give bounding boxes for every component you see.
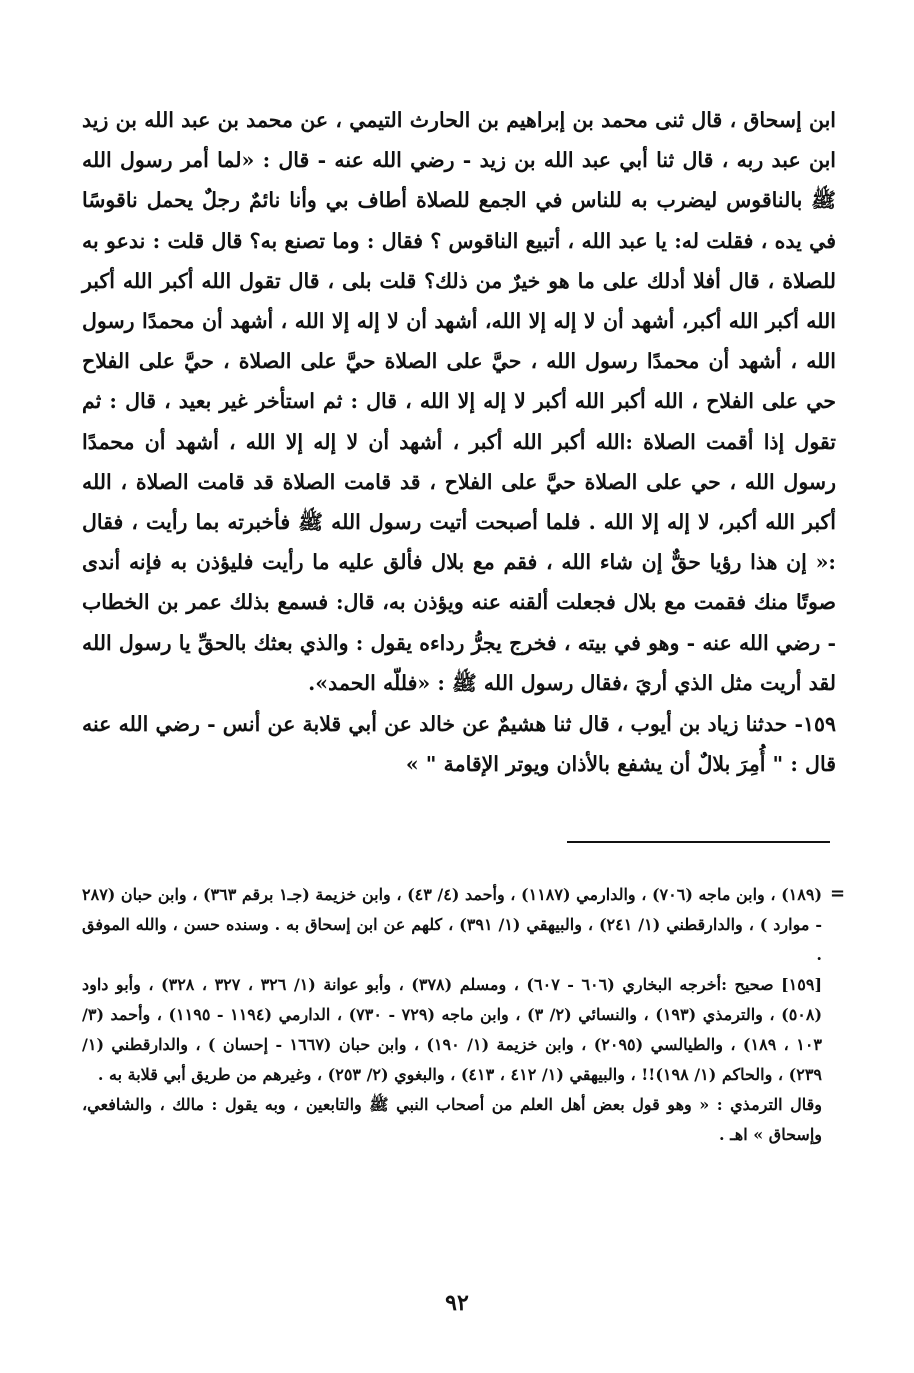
footnote-separator — [567, 841, 830, 843]
footnote-continuation-mark: = — [830, 883, 846, 904]
footnote-tirmidhi: وقال الترمذي : « وهو قول بعض أهل العلم من أصحاب النبي ﷺ والتابعين ، وبه يقول : مالك ، والشافعي، وإسحاق » اهـ . — [82, 1095, 822, 1144]
footnote-159: [١٥٩] صحيح :أخرجه البخاري (٦٠٦ - ٦٠٧) ، ومسلم (٣٧٨) ، وأبو عوانة (١/ ٣٢٦ ، ٣٢٧ ، ٣٢٨) ، وأبو داود (٥٠٨) ، والترمذي (١٩٣) ، والنسائي (٢/ ٣) ، وابن ماجه (٧٢٩ - ٧٣٠) ، الدارمي (١١٩٤ - ١١٩٥) ، وأحمد (٣/ ١٠٣ ، ١٨٩) ، والطيالسي (٢٠٩٥) ، وابن خزيمة (١/ ١٩٠) ، وابن حبان (١٦٦٧ - إحسان ) ، والدارقطني (١/ ٢٣٩) ، والحاكم (١/ ١٩٨)!! ، والبيهقي (١/ ٤١٢ ، ٤١٣) ، والبغوي (٢/ ٢٥٣) ، وغيرهم من طريق أبي قلابة به . — [82, 975, 823, 1084]
footnote-158: (١٨٩) ، وابن ماجه (٧٠٦) ، والدارمي (١١٨٧) ، وأحمد (٤/ ٤٣) ، وابن خزيمة (جـ١ برقم ٣٦٣) ، وابن حبان (٢٨٧ - موارد ) ، والدارقطني (١/ ٢٤١) ، والبيهقي (١/ ٣٩١) ، كلهم عن ابن إسحاق به . وسنده حسن ، والله الموفق . — [82, 885, 823, 964]
hadith-158-text: ابن إسحاق ، قال ثنى محمد بن إبراهيم بن الحارث التيمي ، عن محمد بن عبد الله بن زيد ابن عبد ربه ، قال ثنا أبي عبد الله بن زيد - رضي الله عنه - قال : «لما أمر رسول الله ﷺ بالناقوس ليضرب به للناس في الجمع للصلاة أطاف بي وأنا نائمٌ رجلٌ يحمل ناقوسًا في يده ، فقلت له: يا عبد الله ، أتبيع الناقوس ؟ فقال : وما تصنع به؟ قال قلت : ندعو به للصلاة ، قال أفلا أدلك على ما هو خيرٌ من ذلك؟ قلت بلى ، قال تقول الله أكبر الله أكبر الله أكبر الله أكبر، أشهد أن لا إله إلا الله، أشهد أن لا إله إلا الله ، أشهد أن محمدًا رسول الله ، أشهد أن محمدًا رسول الله ، حيَّ على الصلاة حيَّ على الصلاة ، حيَّ على الفلاح حي على الفلاح ، الله أكبر الله أكبر لا إله إلا الله ، قال : ثم استأخر غير بعيد ، قال : ثم تقول إذا أقمت الصلاة :الله أكبر الله أكبر ، أشهد أن لا إله إلا الله ، أشهد أن محمدًا رسول الله ، حي على الصلاة حيَّ على الفلاح ، قد قامت الصلاة قد قامت الصلاة ، الله أكبر الله أكبر، لا إله إلا الله . فلما أصبحت أتيت رسول الله ﷺ فأخبرته بما رأيت ، فقال :« إن هذا رؤيا حقٌّ إن شاء الله ، فقم مع بلال فألق عليه ما رأيت فليؤذن به فإنه أندى صوتًا منك فقمت مع بلال فجعلت ألقنه عنه ويؤذن به، قال: فسمع بذلك عمر بن الخطاب - رضي الله عنه - وهو في بيته ، فخرج يجرُّ رداءه يقول : والذي بعثك بالحقِّ يا رسول الله لقد أريت مثل الذي أريَ ،فقال رسول الله ﷺ : «فللّه الحمد». — [82, 108, 836, 695]
footnotes-block — [82, 880, 822, 1150]
hadith-159-block — [82, 704, 836, 784]
hadith-159-text: ١٥٩- حدثنا زياد بن أيوب ، قال ثنا هشيمٌ عن خالد عن أبي قلابة عن أنس - رضي الله عنه قال : " أُمِرَ بلالٌ أن يشفع بالأذان ويوتر الإقامة " » — [82, 712, 836, 777]
page-number: ٩٢ — [445, 1290, 469, 1316]
main-text-block — [82, 100, 836, 703]
